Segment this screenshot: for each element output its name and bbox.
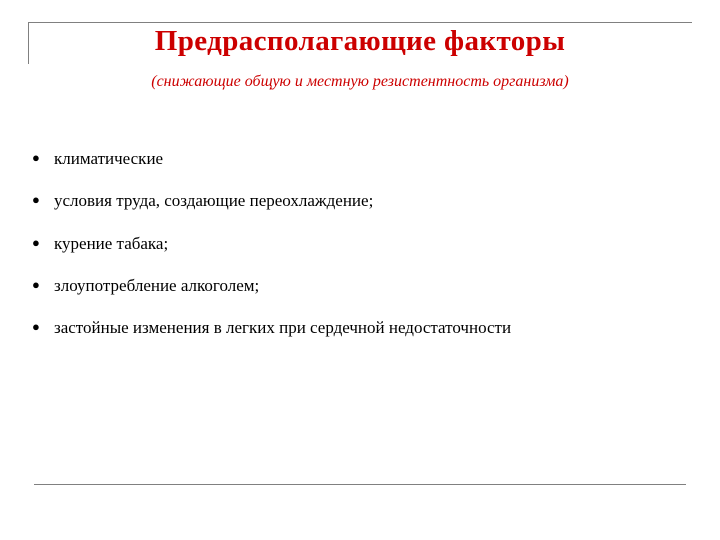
bullet-dot-icon: ● [32, 319, 40, 334]
list-item-label: злоупотребление алкоголем; [54, 275, 260, 295]
list-item-label: климатические [54, 149, 164, 168]
list-item-label: курение табака; [54, 233, 169, 253]
title-left-rule [28, 22, 29, 64]
factors-list [24, 148, 704, 359]
page-subtitle: (снижающие общую и местную резистентность организма) [151, 73, 569, 90]
list-item [24, 233, 704, 254]
bullet-dot-icon: ● [32, 234, 40, 250]
list-item [24, 148, 704, 169]
bullet-dot-icon: ● [32, 150, 40, 165]
list-item [24, 275, 704, 296]
bullet-dot-icon: ● [32, 276, 40, 292]
footer-rule [34, 484, 686, 485]
page-title: Предрасполагающие факторы [154, 25, 566, 57]
list-item-label: условия труда, создающие переохлаждение; [54, 191, 374, 211]
title-top-rule [28, 22, 692, 23]
list-item-label: застойные изменения в легких при сердечной недостаточности [54, 318, 512, 337]
list-item [24, 317, 704, 338]
bullet-dot-icon: ● [32, 192, 40, 208]
list-item [24, 190, 704, 211]
